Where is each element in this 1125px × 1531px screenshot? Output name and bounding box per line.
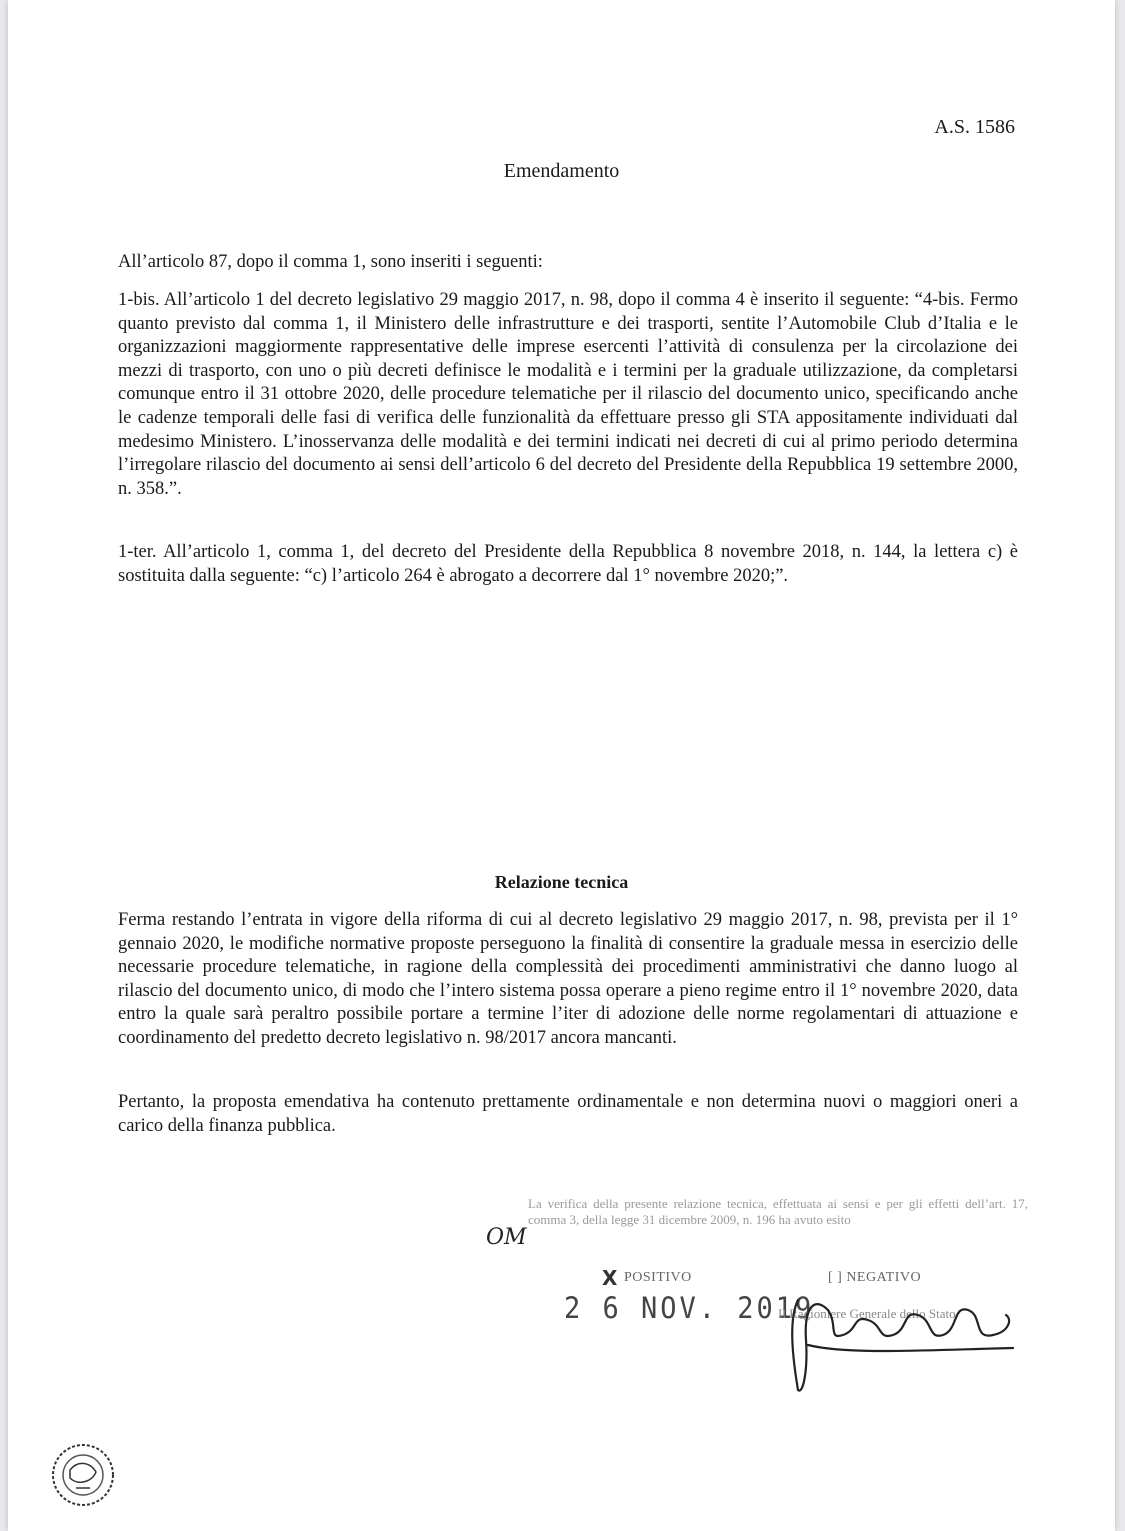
bill-reference: A.S. 1586: [934, 116, 1015, 138]
relazione-paragraph-1: [118, 909, 1018, 1051]
paragraph-text: 1-ter. All’articolo 1, comma 1, del decreto del Presidente della Repubblica 8 novembre 2018, n. 144, la lettera c) è sostituita dalla seguente: “c) l’articolo 264 è abrogato a decorrere dal 1° novembre 2020;”.: [118, 542, 1018, 586]
signer-title: Il Ragioniere Generale dello Stato: [778, 1306, 956, 1321]
intro-text: All’articolo 87, dopo il comma 1, sono inseriti i seguenti:: [118, 252, 543, 272]
seal-stamp-icon: [48, 1440, 118, 1510]
positivo-check-mark: X: [602, 1266, 618, 1290]
positivo-label: POSITIVO: [624, 1270, 692, 1285]
handwritten-signature: [768, 1280, 1028, 1400]
paragraph-text: Pertanto, la proposta emendativa ha contenuto prettamente ordinamentale e non determina nuovi o maggiori oneri a carico della finanza pubblica.: [118, 1092, 1018, 1136]
date-stamp: 2 6 NOV. 2019: [564, 1291, 815, 1326]
negativo-label: [ ] NEGATIVO: [828, 1270, 922, 1285]
verification-stamp-note: La verifica della presente relazione tecnica, effettuata ai sensi e per gli effetti dell’art. 17, comma 3, della legge 31 dicembre 2009, n. 196 ha avuto esito: [528, 1196, 1028, 1227]
paragraph-text: 1-bis. All’articolo 1 del decreto legislativo 29 maggio 2017, n. 98, dopo il comma 4 è inserito il seguente: “4-bis. Fermo quanto previsto dal comma 1, il Ministero delle infrastrutture e dei trasporti, sentite l’Automobile Club d’Italia e le organizzazioni maggiormente rappresentative delle imprese esercenti l’attività di consulenza per la circolazione dei mezzi di trasporto, con uno o più decreti definisce le modalità e i termini per la graduale utilizzazione, da completarsi comunque entro il 31 ottobre 2020, delle procedure telematiche per il rilascio del documento unico, specificando anche le cadenze temporali delle fasi di verifica delle funzionalità da effettuare presso gli STA appositamente individuati dal medesimo Ministero. L’inosservanza delle modalità e dei termini indicati nei decreti di cui al primo periodo determina l’irregolare rilascio del documento ai sensi dell’articolo 6 del decreto del Presidente della Repubblica 19 settembre 2000, n. 358.”.: [118, 290, 1018, 499]
paragraph-text: Ferma restando l’entrata in vigore della riforma di cui al decreto legislativo 29 maggio 2017, n. 98, prevista per il 1° gennaio 2020, le modifiche normative proposte perseguono la finalità di consentire la graduale messa in esercizio delle necessarie procedure telematiche, in ragione della complessità dei procedimenti amministrativi che danno luogo al rilascio del documento unico, di modo che l’intero sistema possa operare a pieno regime entro il 1° novembre 2020, data entro la quale sarà peraltro possibile portare a termine l’iter di adozione delle norme regolamentari di attuazione e coordinamento del predetto decreto legislativo n. 98/2017 ancora mancanti.: [118, 910, 1018, 1048]
document-title: Emendamento: [503, 160, 620, 182]
document-page: [8, 0, 1115, 1531]
amendment-intro: [118, 251, 1018, 275]
amendment-paragraph-1bis: [118, 289, 1018, 501]
amendment-paragraph-1ter: [118, 541, 1018, 588]
section-title-relazione: Relazione tecnica: [494, 872, 629, 892]
handwritten-initials: OM: [486, 1225, 527, 1250]
relazione-paragraph-2: [118, 1091, 1018, 1138]
